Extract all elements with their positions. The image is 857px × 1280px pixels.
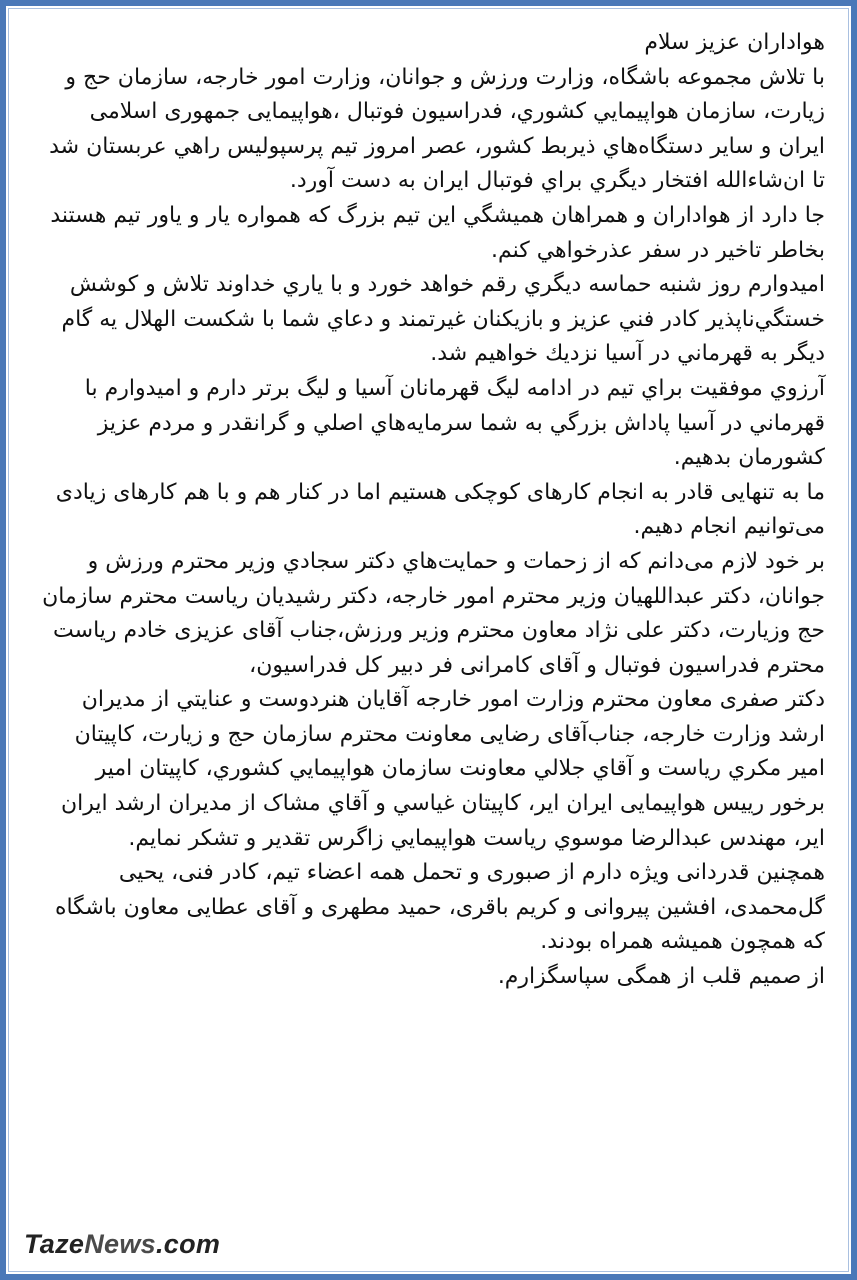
letter-closing: از صمیم قلب از همگی سپاسگزارم. [497,964,825,990]
letter-paragraph: اميدوارم روز شنبه حماسه ديگري رقم خواهد خورد و با ياري خداوند تلاش و کوشش خستگي‌ناپذير کادر فني عزيز و بازيکنان غيرتمند و دعاي شما با شكست الهلال يه گام ديگر به قهرماني در آسيا نزديك خواهيم شد. [61,272,825,367]
letter-paragraph: ما به تنهایی قادر به انجام کارهای کوچکی هستیم اما در کنار هم و با هم کارهای زیادی می‌توانیم انجام دهیم. [55,479,825,540]
watermark-part-taze: Taze [24,1229,85,1259]
letter-paragraph: آرزوي موفقيت براي تيم در ادامه ليگ قهرمانان آسيا و ليگ برتر دارم و اميدوارم با قهرماني در آسيا پاداش بزرگي به شما سرمايه‌هاي اصلي و گرانقدر و مردم عزيز کشورمان بدهيم. [84,375,825,471]
letter-paragraph: با تلاش مجموعه باشگاه، وزارت ورزش و جوانان، وزارت امور خارجه، سازمان حج و زيارت، سازمان هواپيمايي کشوري، فدراسيون فوتبال ،هواپیمایی جمهوری اسلامی ایران و ساير دستگاه‌هاي ذيربط کشور، عصر امروز تيم پرسپوليس راهي عربستان شد تا ان‌شاءالله افتخار ديگري براي فوتبال ايران به دست آورد. [49,64,825,194]
letter-paragraph: بر خود لازم می‌دانم که از زحمات و حمایت‌هاي دکتر سجادي وزير محترم ورزش و جوانان، دکتر عبداللهیان وزیر محترم امور خارجه، دکتر رشیدیان ریاست محترم سازمان حج وزیارت، دکتر علی نژاد معاون محترم وزیر ورزش،جناب آقای عزیزی خادم ریاست محترم فدراسیون فوتبال و آقای کامرانی فر دبیر کل فدراسیون، [42,548,825,678]
watermark-part-news: News [84,1229,156,1259]
letter-body [40,26,825,995]
tazenews-watermark [24,1229,220,1260]
letter-paragraph: دکتر صفری معاون محترم وزارت امور خارجه آقایان هنردوست و عنايتي از مديران ارشد وزارت خارجه، جناب‌آقای رضایی معاونت محترم سازمان حج و زیارت، کاپیتان امیر مکري رياست و آقاي جلالي معاونت سازمان هواپيمايي کشوري، کاپیتان امیر برخور ریيس هواپیمایی ایران ایر، کاپيتان غياسي و آقاي مشاک از مديران ارشد ایران ایر، مهندس عبدالرضا موسوي رياست هواپيمايي زاگرس تقدير و تشکر نمايم. [60,687,825,851]
letter-paragraph: جا دارد از هواداران و همراهان هميشگي اين تيم بزرگ که همواره يار و ياور تيم هستند بخاطر تاخير در سفر عذرخواهي کنم. [50,202,825,263]
letter-greeting: هواداران عزيز سلام [644,30,825,55]
watermark-part-domain: .com [155,1229,221,1259]
letter-paragraph: همچنین قدردانی ویژه دارم از صبوری و تحمل همه اعضاء تیم، کادر فنی، یحیی گل‌محمدی، افشین پیروانی و کریم باقری، حمید مطهری و آقای عطایی معاون باشگاه که همچون همیشه همراه بودند. [54,860,825,955]
